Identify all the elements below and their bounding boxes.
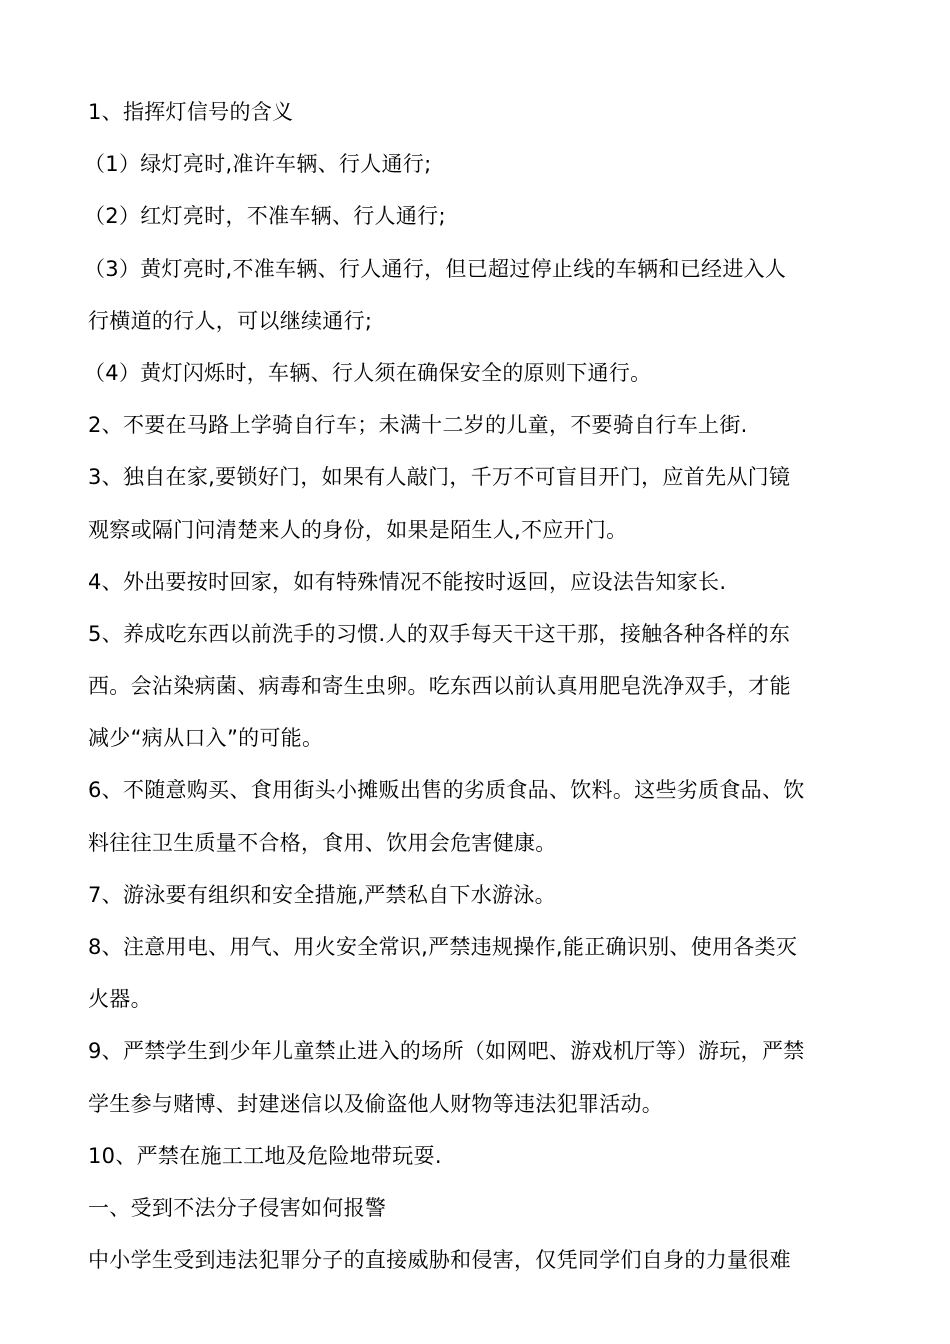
rule-5-wash-hands-cont-1: 西。会沾染病菌、病毒和寄生虫卵。吃东西以前认真用肥皂洗净双手，才能 <box>88 674 791 699</box>
rule-2-bicycle: 2、不要在马路上学骑自行车；未满十二岁的儿童，不要骑自行车上街. <box>88 413 748 438</box>
rule-9-prohibited-places: 9、严禁学生到少年儿童禁止进入的场所（如网吧、游戏机厅等）游玩，严禁 <box>88 1039 805 1064</box>
rule-9-prohibited-places-cont: 学生参与赌博、封建迷信以及偷盗他人财物等违法犯罪活动。 <box>88 1091 664 1116</box>
rule-8-utilities-safety-cont: 火器。 <box>88 987 152 1012</box>
rule-7-swimming: 7、游泳要有组织和安全措施,严禁私自下水游泳。 <box>88 882 556 907</box>
heading-signal-meaning: 1、指挥灯信号的含义 <box>88 100 294 124</box>
item-green-light: （1）绿灯亮时,准许车辆、行人通行; <box>84 152 432 177</box>
item-yellow-light: （3）黄灯亮时,不准车辆、行人通行，但已超过停止线的车辆和已经进入人 <box>84 256 787 281</box>
item-yellow-light-cont: 行横道的行人，可以继续通行; <box>88 308 373 333</box>
document-body <box>84 86 868 1286</box>
rule-5-wash-hands-cont-2: 减少“病从口入”的可能。 <box>88 726 324 751</box>
section-heading-report-crime: 一、受到不法分子侵害如何报警 <box>88 1195 387 1220</box>
item-flashing-yellow: （4）黄灯闪烁时，车辆、行人须在确保安全的原则下通行。 <box>84 360 652 385</box>
rule-10-construction-sites: 10、严禁在施工工地及危险地带玩耍. <box>88 1143 442 1168</box>
rule-3-home-alone: 3、独自在家,要锁好门，如果有人敲门，千万不可盲目开门，应首先从门镜 <box>88 465 791 490</box>
section-paragraph: 中小学生受到违法犯罪分子的直接威胁和侵害，仅凭同学们自身的力量很难 <box>88 1248 791 1273</box>
rule-3-home-alone-cont: 观察或隔门问清楚来人的身份，如果是陌生人,不应开门。 <box>88 517 628 542</box>
item-red-light: （2）红灯亮时，不准车辆、行人通行; <box>84 204 446 229</box>
rule-8-utilities-safety: 8、注意用电、用气、用火安全常识,严禁违规操作,能正确识别、使用各类灭 <box>88 935 798 959</box>
rule-5-wash-hands: 5、养成吃东西以前洗手的习惯.人的双手每天干这干那，接触各种各样的东 <box>88 621 791 646</box>
rule-6-street-food: 6、不随意购买、食用街头小摊贩出售的劣质食品、饮料。这些劣质食品、饮 <box>88 778 805 803</box>
rule-4-return-home: 4、外出要按时回家，如有特殊情况不能按时返回，应设法告知家长. <box>88 569 727 594</box>
rule-6-street-food-cont: 料往往卫生质量不合格，食用、饮用会危害健康。 <box>88 830 557 855</box>
